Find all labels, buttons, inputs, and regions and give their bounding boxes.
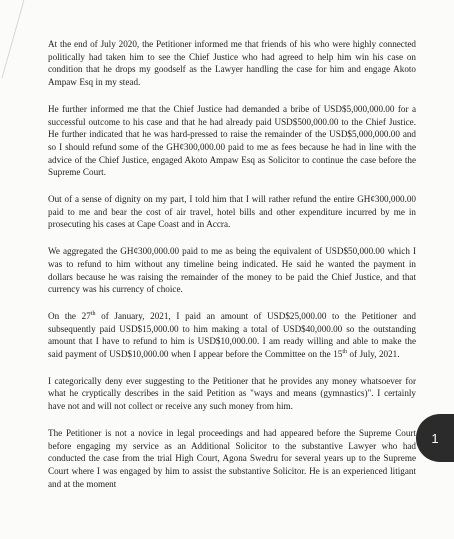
paper-fold-mark <box>0 0 40 80</box>
paragraph-2: He further informed me that the Chief Justice had demanded a bribe of USD$5,000,000.00 for a successful outcome to his case and that he had already paid USD$500,000.00 to the Chief Justice. He further indicated that he was hard-pressed to raise the remainder of the USD$5,000,000.00 and so I should refund some of the GH¢300,000.00 paid to me as fees because he had in line with the advice of the Chief Justice, engaged Akoto Ampaw Esq as Solicitor to continue the case before the Supreme Court. <box>48 103 416 178</box>
paragraph-6: I categorically deny ever suggesting to the Petitioner that he provides any money whatsoever for what he cryptically describes in the said Petition as "ways and means (gymnastics)". I certainly have not and will not collect or receive any such money from him. <box>48 375 416 412</box>
paragraph-1: At the end of July 2020, the Petitioner informed me that friends of his who were highly connected politically had taken him to see the Chief Justice who had agreed to help him win his case on condition that he drops my goodself as the Lawyer handling the case for him and engage Akoto Ampaw Esq in my stead. <box>48 39 416 88</box>
paragraph-5 <box>48 310 416 361</box>
ordinal-suffix: th <box>342 349 348 356</box>
document-body <box>48 38 416 504</box>
page-number-badge[interactable] <box>416 414 454 462</box>
paragraph-4: We aggregated the GH¢300,000.00 paid to me as being the equivalent of USD$50,000.00 which I was to refund to him without any timeline being indicated. He said he wanted the payment in dollars because he was raising the remainder of the money to be paid the Chief Justice, and that currency was his currency of choice. <box>48 246 416 295</box>
ordinal-suffix: th <box>90 310 96 317</box>
page-number-label: 1 <box>431 430 439 446</box>
paragraph-5-text-a: On the 27 <box>48 310 91 321</box>
paragraph-5-text-c: of July, 2021. <box>347 349 400 360</box>
paragraph-3: Out of a sense of dignity on my part, I told him that I will rather refund the entire GH¢300,000.00 paid to me and bear the cost of air travel, hotel bills and other expenditure incurred by me in prosecuting his cases at Cape Coast and in Accra. <box>48 194 416 230</box>
paragraph-7: The Petitioner is not a novice in legal proceedings and had appeared before the Supreme Court before engaging my service as an Additional Solicitor to the substantive Lawyer who had conducted the case from the trial High Court, Agona Swedru for several years up to the Supreme Court where I was engaged by him to assist the substantive Solicitor. He is an experienced litigant and at the moment <box>48 427 416 489</box>
paragraph-5-text-b: of January, 2021, I paid an amount of USD$25,000.00 to the Petitioner and subsequently paid USD$15,000.00 to him making a total of USD$40,000.00 so the outstanding amount that I have to refund to him is USD$10,000.00. I am ready willing and able to make the said payment of USD$10,000.00 when I appear before the Committee on the 15 <box>48 310 416 360</box>
